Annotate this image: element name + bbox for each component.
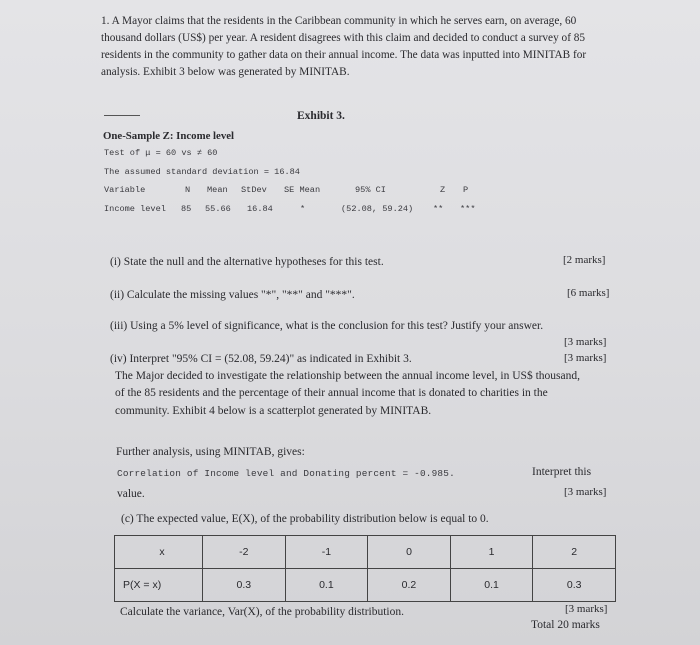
exhibit-header-semean: SE Mean xyxy=(284,185,321,195)
exhibit-cell-ci: (52.08, 59.24) xyxy=(341,204,414,214)
exhibit-header-z: Z xyxy=(440,185,446,195)
divider-line xyxy=(104,115,140,116)
exhibit-3-test-line: Test of μ = 60 vs ≠ 60 xyxy=(104,148,218,158)
p-value-cell: 0.1 xyxy=(450,569,533,602)
exhibit-3-heading: One-Sample Z: Income level xyxy=(103,130,235,142)
p-value-cell: 0.2 xyxy=(368,569,451,602)
interpret-this: Interpret this xyxy=(532,466,592,478)
exhibit-cell-p: *** xyxy=(460,204,476,214)
p-value-cell: 0.3 xyxy=(203,569,286,602)
x-value-cell: 2 xyxy=(533,536,616,569)
x-value-cell: -2 xyxy=(203,536,286,569)
x-value-cell: -1 xyxy=(285,536,368,569)
exhibit-3-title: Exhibit 3. xyxy=(297,110,345,122)
part-iv-text: (iv) Interpret "95% CI = (52.08, 59.24)" as indicated in Exhibit 3. xyxy=(110,353,412,365)
part-i-marks: [2 marks] xyxy=(563,254,606,266)
probability-table xyxy=(114,535,616,602)
major-para-line-1: The Major decided to investigate the relationship between the annual income level, in US$ thousand, xyxy=(115,370,580,382)
table-row xyxy=(115,536,616,569)
further-analysis-label: Further analysis, using MINITAB, gives: xyxy=(116,446,305,458)
variance-marks: [3 marks] xyxy=(565,603,608,615)
part-ii-marks: [6 marks] xyxy=(567,287,610,299)
major-para-line-3: community. Exhibit 4 below is a scatterplot generated by MINITAB. xyxy=(115,405,432,417)
exhibit-cell-semean: * xyxy=(300,204,306,214)
variance-text: Calculate the variance, Var(X), of the probability distribution. xyxy=(120,606,405,618)
exhibit-header-stdev: StDev xyxy=(241,185,267,195)
part-iii-text: (iii) Using a 5% level of significance, what is the conclusion for this test? Justify your answer. xyxy=(110,320,544,332)
major-para-line-2: of the 85 residents and the percentage of their annual income that is donated to charities in the xyxy=(115,387,548,399)
correlation-marks: [3 marks] xyxy=(564,486,607,498)
total-marks: Total 20 marks xyxy=(531,619,600,631)
p-label-cell: P(X = x) xyxy=(115,569,203,602)
x-value-cell: 1 xyxy=(450,536,533,569)
value-word: value. xyxy=(117,488,145,500)
x-label-cell: x xyxy=(115,536,203,569)
part-c-text: (c) The expected value, E(X), of the probability distribution below is equal to 0. xyxy=(121,513,489,525)
p-value-cell: 0.3 xyxy=(533,569,616,602)
part-i-text: (i) State the null and the alternative hypotheses for this test. xyxy=(110,256,384,268)
exhibit-header-n: N xyxy=(185,185,191,195)
exhibit-header-p: P xyxy=(463,185,469,195)
correlation-line: Correlation of Income level and Donating percent = -0.985. xyxy=(117,468,455,479)
part-iii-marks: [3 marks] xyxy=(564,336,607,348)
exhibit-3-sd-line: The assumed standard deviation = 16.84 xyxy=(104,167,300,177)
exhibit-header-ci: 95% CI xyxy=(355,185,386,195)
exhibit-cell-z: ** xyxy=(433,204,444,214)
x-value-cell: 0 xyxy=(368,536,451,569)
exhibit-cell-n: 85 xyxy=(181,204,192,214)
exhibit-header-variable: Variable xyxy=(104,185,146,195)
p-value-cell: 0.1 xyxy=(285,569,368,602)
part-iv-marks: [3 marks] xyxy=(564,352,607,364)
exhibit-cell-variable: Income level xyxy=(104,204,166,214)
table-row xyxy=(115,569,616,602)
exhibit-header-mean: Mean xyxy=(207,185,228,195)
exhibit-cell-stdev: 16.84 xyxy=(247,204,273,214)
exhibit-cell-mean: 55.66 xyxy=(205,204,231,214)
part-ii-text: (ii) Calculate the missing values "*", "**" and "***". xyxy=(110,289,355,301)
question-1-intro: 1. A Mayor claims that the residents in the Caribbean community in which he serves earn, on average, 60 thousand dollars (US$) per year. A resident disagrees with this claim and decided to conduct a survey of 85 residents in the community to gather data on their annual income. The data was inputted into MINITAB for analysis. Exhibit 3 below was generated by MINITAB. xyxy=(101,15,587,78)
